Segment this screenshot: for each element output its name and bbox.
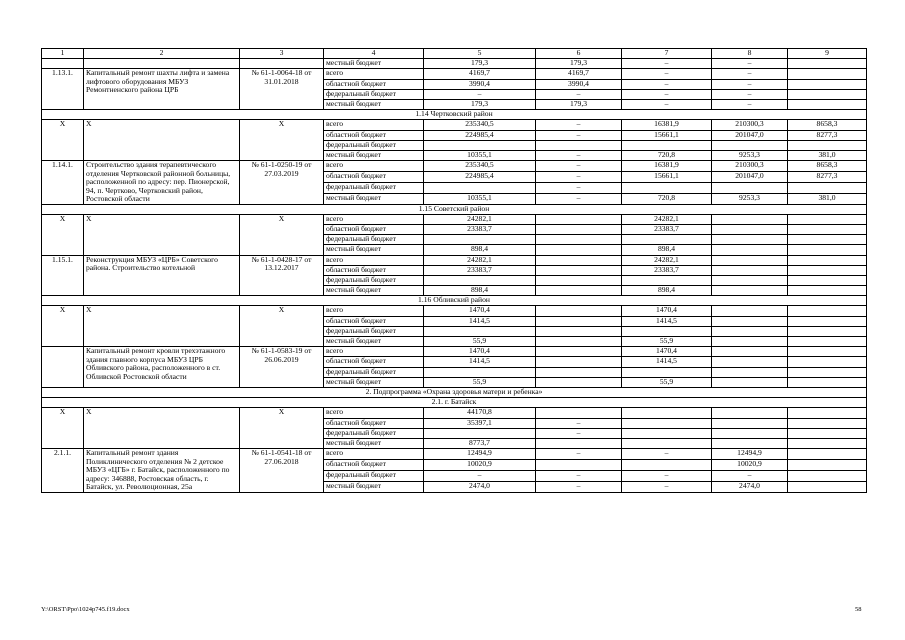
section-title: 1.16 Обливский район bbox=[42, 296, 867, 306]
permit-number-cell: № 61-1-0583-19 от 26.06.2019 bbox=[240, 347, 324, 388]
col-9-cell bbox=[788, 306, 867, 316]
col-9-cell bbox=[788, 89, 867, 99]
col-6-cell bbox=[536, 235, 622, 245]
col-9-cell bbox=[788, 79, 867, 89]
table-row bbox=[42, 69, 867, 79]
col-9-cell: 381,0 bbox=[788, 150, 867, 160]
col-9-cell bbox=[788, 367, 867, 377]
col-8-cell bbox=[712, 214, 788, 224]
funding-source-cell: федеральный бюджет bbox=[324, 89, 424, 99]
funding-source-cell: областной бюджет bbox=[324, 459, 424, 470]
total-cell: – bbox=[424, 470, 536, 481]
col-6-cell bbox=[536, 214, 622, 224]
funding-source-cell: местный бюджет bbox=[324, 99, 424, 109]
total-cell: 1470,4 bbox=[424, 306, 536, 316]
col-9-cell bbox=[788, 408, 867, 418]
total-cell bbox=[424, 235, 536, 245]
object-name-cell: Строительство здания терапевтического отделения Чертковской районной больницы, расположенной по адресу: пер. Пионерской, 94, п. Чертково, Чертковский район, Ростовской области bbox=[84, 161, 240, 205]
col-7-cell: – bbox=[622, 470, 712, 481]
funding-source-cell: федеральный бюджет bbox=[324, 428, 424, 438]
funding-source-cell: местный бюджет bbox=[324, 150, 424, 160]
col-8-cell: 10020,9 bbox=[712, 459, 788, 470]
col-7-cell: 1414,5 bbox=[622, 316, 712, 326]
document-page bbox=[41, 48, 866, 493]
col-9-cell bbox=[788, 357, 867, 367]
col-6-cell bbox=[536, 245, 622, 255]
col-7-cell: 898,4 bbox=[622, 245, 712, 255]
col-6-cell bbox=[536, 337, 622, 347]
col-6-cell: 4169,7 bbox=[536, 69, 622, 79]
funding-source-cell: областной бюджет bbox=[324, 418, 424, 428]
col-8-cell bbox=[712, 337, 788, 347]
col-6-cell bbox=[536, 255, 622, 265]
total-cell: 55,9 bbox=[424, 377, 536, 387]
col-8-cell: 9253,3 bbox=[712, 193, 788, 204]
total-cell: 179,3 bbox=[424, 59, 536, 69]
object-name-cell bbox=[84, 59, 240, 69]
col-9-cell: 8277,3 bbox=[788, 171, 867, 182]
total-cell: 224985,4 bbox=[424, 171, 536, 182]
section-title-row bbox=[42, 398, 867, 408]
total-cell: 1414,5 bbox=[424, 316, 536, 326]
total-cell: 44170,8 bbox=[424, 408, 536, 418]
table-row bbox=[42, 120, 867, 130]
row-number-cell: X bbox=[42, 120, 84, 161]
col-9-cell bbox=[788, 140, 867, 150]
col-6-cell: – bbox=[536, 89, 622, 99]
total-cell bbox=[424, 326, 536, 336]
col-7-cell: – bbox=[622, 89, 712, 99]
object-name-cell: X bbox=[84, 214, 240, 255]
col-6-cell bbox=[536, 367, 622, 377]
table-row bbox=[42, 306, 867, 316]
row-number-cell: 2.1.1. bbox=[42, 449, 84, 493]
col-6-cell bbox=[536, 438, 622, 448]
table-row bbox=[42, 408, 867, 418]
object-name-cell: Капитальный ремонт кровли трехэтажного здания главного корпуса МБУЗ ЦРБ Обливского района, расположенного в ст. Обливской Ростовской области bbox=[84, 347, 240, 388]
col-9-cell bbox=[788, 316, 867, 326]
col-6-cell: – bbox=[536, 481, 622, 492]
col-7-cell: 55,9 bbox=[622, 337, 712, 347]
total-cell: 55,9 bbox=[424, 337, 536, 347]
object-name-cell: Капитальный ремонт здания Поликлинического отделения № 2 детское МБУЗ «ЦГБ» г. Батайск, расположенного по адресу: 346888, Ростовская область, г. Батайск, ул. Революционная, 25а bbox=[84, 449, 240, 493]
col-9-cell bbox=[788, 265, 867, 275]
funding-source-cell: федеральный бюджет bbox=[324, 275, 424, 285]
col-7-cell: – bbox=[622, 59, 712, 69]
permit-number-cell: № 61-1-0250-19 от 27.03.2019 bbox=[240, 161, 324, 205]
col-9-cell bbox=[788, 255, 867, 265]
total-cell bbox=[424, 428, 536, 438]
col-9-cell bbox=[788, 286, 867, 296]
col-9-cell bbox=[788, 438, 867, 448]
col-6-cell: – bbox=[536, 193, 622, 204]
total-cell: – bbox=[424, 89, 536, 99]
col-8-cell: 201047,0 bbox=[712, 130, 788, 140]
table-row bbox=[42, 214, 867, 224]
col-8-cell bbox=[712, 347, 788, 357]
row-number-cell: X bbox=[42, 408, 84, 449]
total-cell: 23383,7 bbox=[424, 224, 536, 234]
col-6-cell bbox=[536, 459, 622, 470]
col-8-cell: – bbox=[712, 99, 788, 109]
funding-source-cell: областной бюджет bbox=[324, 130, 424, 140]
col-6-cell bbox=[536, 326, 622, 336]
header-cell: 6 bbox=[536, 49, 622, 59]
col-8-cell: 210300,3 bbox=[712, 161, 788, 172]
funding-source-cell: местный бюджет bbox=[324, 438, 424, 448]
col-7-cell bbox=[622, 140, 712, 150]
funding-source-cell: всего bbox=[324, 161, 424, 172]
col-6-cell bbox=[536, 286, 622, 296]
funding-source-cell: всего bbox=[324, 408, 424, 418]
total-cell: 8773,7 bbox=[424, 438, 536, 448]
permit-number-cell: № 61-1-0541-18 от 27.06.2018 bbox=[240, 449, 324, 493]
funding-source-cell: областной бюджет bbox=[324, 316, 424, 326]
row-number-cell: 1.14.1. bbox=[42, 161, 84, 205]
col-7-cell: 720,8 bbox=[622, 193, 712, 204]
funding-source-cell: федеральный бюджет bbox=[324, 182, 424, 193]
header-cell: 8 bbox=[712, 49, 788, 59]
col-7-cell: – bbox=[622, 481, 712, 492]
total-cell: 23383,7 bbox=[424, 265, 536, 275]
col-7-cell: 15661,1 bbox=[622, 130, 712, 140]
funding-source-cell: местный бюджет bbox=[324, 377, 424, 387]
table-header-row bbox=[42, 49, 867, 59]
total-cell: 12494,9 bbox=[424, 449, 536, 460]
object-name-cell: Реконструкция МБУЗ «ЦРБ» Советского района. Строительство котельной bbox=[84, 255, 240, 296]
col-9-cell bbox=[788, 214, 867, 224]
col-8-cell bbox=[712, 224, 788, 234]
col-8-cell bbox=[712, 326, 788, 336]
col-9-cell bbox=[788, 470, 867, 481]
col-6-cell: – bbox=[536, 418, 622, 428]
permit-number-cell bbox=[240, 59, 324, 69]
total-cell: 898,4 bbox=[424, 286, 536, 296]
col-6-cell: – bbox=[536, 130, 622, 140]
section-title-row bbox=[42, 204, 867, 214]
col-8-cell bbox=[712, 408, 788, 418]
col-6-cell: 179,3 bbox=[536, 99, 622, 109]
col-7-cell bbox=[622, 182, 712, 193]
col-7-cell: – bbox=[622, 69, 712, 79]
col-8-cell bbox=[712, 265, 788, 275]
col-9-cell bbox=[788, 275, 867, 285]
col-6-cell bbox=[536, 224, 622, 234]
section-title: 1.15 Советский район bbox=[42, 204, 867, 214]
header-cell: 5 bbox=[424, 49, 536, 59]
col-8-cell bbox=[712, 377, 788, 387]
col-7-cell: 16381,9 bbox=[622, 161, 712, 172]
row-number-cell: X bbox=[42, 214, 84, 255]
col-9-cell bbox=[788, 59, 867, 69]
total-cell: 1414,5 bbox=[424, 357, 536, 367]
funding-source-cell: местный бюджет bbox=[324, 337, 424, 347]
section-title-row bbox=[42, 110, 867, 120]
row-number-cell bbox=[42, 59, 84, 69]
funding-source-cell: областной бюджет bbox=[324, 357, 424, 367]
header-cell: 1 bbox=[42, 49, 84, 59]
total-cell: 10355,1 bbox=[424, 193, 536, 204]
col-6-cell bbox=[536, 377, 622, 387]
col-7-cell: – bbox=[622, 99, 712, 109]
object-name-cell: X bbox=[84, 408, 240, 449]
col-8-cell bbox=[712, 306, 788, 316]
col-8-cell bbox=[712, 245, 788, 255]
col-8-cell: – bbox=[712, 89, 788, 99]
col-7-cell bbox=[622, 459, 712, 470]
col-9-cell bbox=[788, 326, 867, 336]
col-9-cell: 8658,3 bbox=[788, 161, 867, 172]
header-cell: 2 bbox=[84, 49, 240, 59]
object-name-cell: X bbox=[84, 120, 240, 161]
col-7-cell: 24282,1 bbox=[622, 255, 712, 265]
col-8-cell bbox=[712, 357, 788, 367]
col-8-cell bbox=[712, 275, 788, 285]
col-9-cell bbox=[788, 224, 867, 234]
permit-number-cell: X bbox=[240, 306, 324, 347]
col-6-cell bbox=[536, 275, 622, 285]
col-8-cell: – bbox=[712, 79, 788, 89]
col-6-cell: – bbox=[536, 470, 622, 481]
col-6-cell: – bbox=[536, 150, 622, 160]
col-8-cell bbox=[712, 255, 788, 265]
col-9-cell bbox=[788, 235, 867, 245]
total-cell: 24282,1 bbox=[424, 214, 536, 224]
col-7-cell bbox=[622, 418, 712, 428]
col-6-cell bbox=[536, 140, 622, 150]
col-6-cell: 3990,4 bbox=[536, 79, 622, 89]
col-6-cell bbox=[536, 316, 622, 326]
footer-file-path: Y:\ORST\Ppo\1024p745.f19.docx bbox=[41, 606, 130, 613]
permit-number-cell: № 61-1-0064-18 от 31.01.2018 bbox=[240, 69, 324, 110]
col-6-cell: – bbox=[536, 161, 622, 172]
funding-source-cell: всего bbox=[324, 69, 424, 79]
col-6-cell bbox=[536, 265, 622, 275]
row-number-cell: X bbox=[42, 306, 84, 347]
col-6-cell: – bbox=[536, 120, 622, 130]
col-6-cell: – bbox=[536, 182, 622, 193]
total-cell: 10020,9 bbox=[424, 459, 536, 470]
col-7-cell bbox=[622, 428, 712, 438]
funding-source-cell: федеральный бюджет bbox=[324, 140, 424, 150]
col-8-cell bbox=[712, 235, 788, 245]
funding-source-cell: всего bbox=[324, 214, 424, 224]
table-row bbox=[42, 347, 867, 357]
col-7-cell bbox=[622, 326, 712, 336]
section-title-row bbox=[42, 296, 867, 306]
total-cell: 4169,7 bbox=[424, 69, 536, 79]
col-7-cell: 1470,4 bbox=[622, 347, 712, 357]
col-7-cell bbox=[622, 408, 712, 418]
section-title: 2. Подпрограмма «Охрана здоровья матери и ребенка» bbox=[42, 387, 867, 397]
col-9-cell bbox=[788, 69, 867, 79]
total-cell bbox=[424, 182, 536, 193]
col-8-cell: 210300,3 bbox=[712, 120, 788, 130]
total-cell: 2474,0 bbox=[424, 481, 536, 492]
col-7-cell: 16381,9 bbox=[622, 120, 712, 130]
total-cell: 1470,4 bbox=[424, 347, 536, 357]
funding-source-cell: областной бюджет bbox=[324, 224, 424, 234]
col-9-cell bbox=[788, 428, 867, 438]
object-name-cell: X bbox=[84, 306, 240, 347]
total-cell bbox=[424, 275, 536, 285]
funding-source-cell: местный бюджет bbox=[324, 193, 424, 204]
col-8-cell bbox=[712, 286, 788, 296]
total-cell: 10355,1 bbox=[424, 150, 536, 160]
funding-source-cell: местный бюджет bbox=[324, 481, 424, 492]
total-cell: 224985,4 bbox=[424, 130, 536, 140]
total-cell: 3990,4 bbox=[424, 79, 536, 89]
total-cell: 24282,1 bbox=[424, 255, 536, 265]
col-8-cell bbox=[712, 438, 788, 448]
permit-number-cell: X bbox=[240, 214, 324, 255]
col-8-cell: 201047,0 bbox=[712, 171, 788, 182]
col-9-cell bbox=[788, 182, 867, 193]
col-9-cell: 8658,3 bbox=[788, 120, 867, 130]
funding-source-cell: областной бюджет bbox=[324, 79, 424, 89]
footer-page-number: 58 bbox=[855, 606, 862, 613]
funding-source-cell: всего bbox=[324, 347, 424, 357]
funding-source-cell: федеральный бюджет bbox=[324, 470, 424, 481]
header-cell: 9 bbox=[788, 49, 867, 59]
total-cell: 235340,5 bbox=[424, 161, 536, 172]
header-cell: 3 bbox=[240, 49, 324, 59]
col-6-cell bbox=[536, 408, 622, 418]
col-6-cell: 179,3 bbox=[536, 59, 622, 69]
total-cell bbox=[424, 140, 536, 150]
col-8-cell bbox=[712, 140, 788, 150]
col-9-cell bbox=[788, 347, 867, 357]
total-cell: 898,4 bbox=[424, 245, 536, 255]
col-9-cell bbox=[788, 418, 867, 428]
table-row bbox=[42, 255, 867, 265]
table-row bbox=[42, 59, 867, 69]
col-7-cell: 1414,5 bbox=[622, 357, 712, 367]
funding-source-cell: всего bbox=[324, 306, 424, 316]
row-number-cell: 1.15.1. bbox=[42, 255, 84, 296]
budget-table bbox=[41, 48, 867, 493]
col-7-cell bbox=[622, 367, 712, 377]
col-8-cell bbox=[712, 418, 788, 428]
col-9-cell: 381,0 bbox=[788, 193, 867, 204]
funding-source-cell: местный бюджет bbox=[324, 286, 424, 296]
col-6-cell bbox=[536, 357, 622, 367]
col-9-cell bbox=[788, 481, 867, 492]
header-cell: 4 bbox=[324, 49, 424, 59]
total-cell: 35397,1 bbox=[424, 418, 536, 428]
col-7-cell bbox=[622, 438, 712, 448]
row-number-cell: 1.13.1. bbox=[42, 69, 84, 110]
col-9-cell bbox=[788, 99, 867, 109]
col-6-cell bbox=[536, 347, 622, 357]
funding-source-cell: областной бюджет bbox=[324, 265, 424, 275]
col-7-cell: 1470,4 bbox=[622, 306, 712, 316]
col-6-cell bbox=[536, 306, 622, 316]
col-6-cell: – bbox=[536, 428, 622, 438]
col-8-cell: – bbox=[712, 470, 788, 481]
col-7-cell: 23383,7 bbox=[622, 224, 712, 234]
funding-source-cell: всего bbox=[324, 255, 424, 265]
col-8-cell bbox=[712, 367, 788, 377]
col-9-cell: 8277,3 bbox=[788, 130, 867, 140]
col-8-cell: 12494,9 bbox=[712, 449, 788, 460]
col-8-cell: – bbox=[712, 69, 788, 79]
section-title: 2.1. г. Батайск bbox=[42, 398, 867, 408]
funding-source-cell: областной бюджет bbox=[324, 171, 424, 182]
col-8-cell: – bbox=[712, 59, 788, 69]
col-8-cell bbox=[712, 182, 788, 193]
col-8-cell: 9253,3 bbox=[712, 150, 788, 160]
section-title: 1.14 Чертковский район bbox=[42, 110, 867, 120]
object-name-cell: Капитальный ремонт шахты лифта и замена лифтового оборудования МБУЗ Ремонтненского района ЦРБ bbox=[84, 69, 240, 110]
table-row bbox=[42, 449, 867, 460]
permit-number-cell: X bbox=[240, 120, 324, 161]
total-cell bbox=[424, 367, 536, 377]
table-row bbox=[42, 161, 867, 172]
col-9-cell bbox=[788, 449, 867, 460]
col-7-cell bbox=[622, 235, 712, 245]
total-cell: 235340,5 bbox=[424, 120, 536, 130]
funding-source-cell: федеральный бюджет bbox=[324, 235, 424, 245]
col-7-cell: – bbox=[622, 449, 712, 460]
col-6-cell: – bbox=[536, 171, 622, 182]
permit-number-cell: № 61-1-0428-17 от 13.12.2017 bbox=[240, 255, 324, 296]
col-7-cell: 720,8 bbox=[622, 150, 712, 160]
col-7-cell: 15661,1 bbox=[622, 171, 712, 182]
col-7-cell: 23383,7 bbox=[622, 265, 712, 275]
total-cell: 179,3 bbox=[424, 99, 536, 109]
funding-source-cell: федеральный бюджет bbox=[324, 367, 424, 377]
funding-source-cell: местный бюджет bbox=[324, 59, 424, 69]
funding-source-cell: всего bbox=[324, 449, 424, 460]
col-7-cell: 55,9 bbox=[622, 377, 712, 387]
header-cell: 7 bbox=[622, 49, 712, 59]
permit-number-cell: X bbox=[240, 408, 324, 449]
col-9-cell bbox=[788, 337, 867, 347]
row-number-cell bbox=[42, 347, 84, 388]
col-7-cell: 898,4 bbox=[622, 286, 712, 296]
col-8-cell bbox=[712, 428, 788, 438]
col-9-cell bbox=[788, 377, 867, 387]
funding-source-cell: всего bbox=[324, 120, 424, 130]
col-7-cell: – bbox=[622, 79, 712, 89]
col-9-cell bbox=[788, 245, 867, 255]
col-9-cell bbox=[788, 459, 867, 470]
section-title-row bbox=[42, 387, 867, 397]
col-7-cell bbox=[622, 275, 712, 285]
col-7-cell: 24282,1 bbox=[622, 214, 712, 224]
col-8-cell: 2474,0 bbox=[712, 481, 788, 492]
funding-source-cell: федеральный бюджет bbox=[324, 326, 424, 336]
col-6-cell: – bbox=[536, 449, 622, 460]
col-8-cell bbox=[712, 316, 788, 326]
funding-source-cell: местный бюджет bbox=[324, 245, 424, 255]
